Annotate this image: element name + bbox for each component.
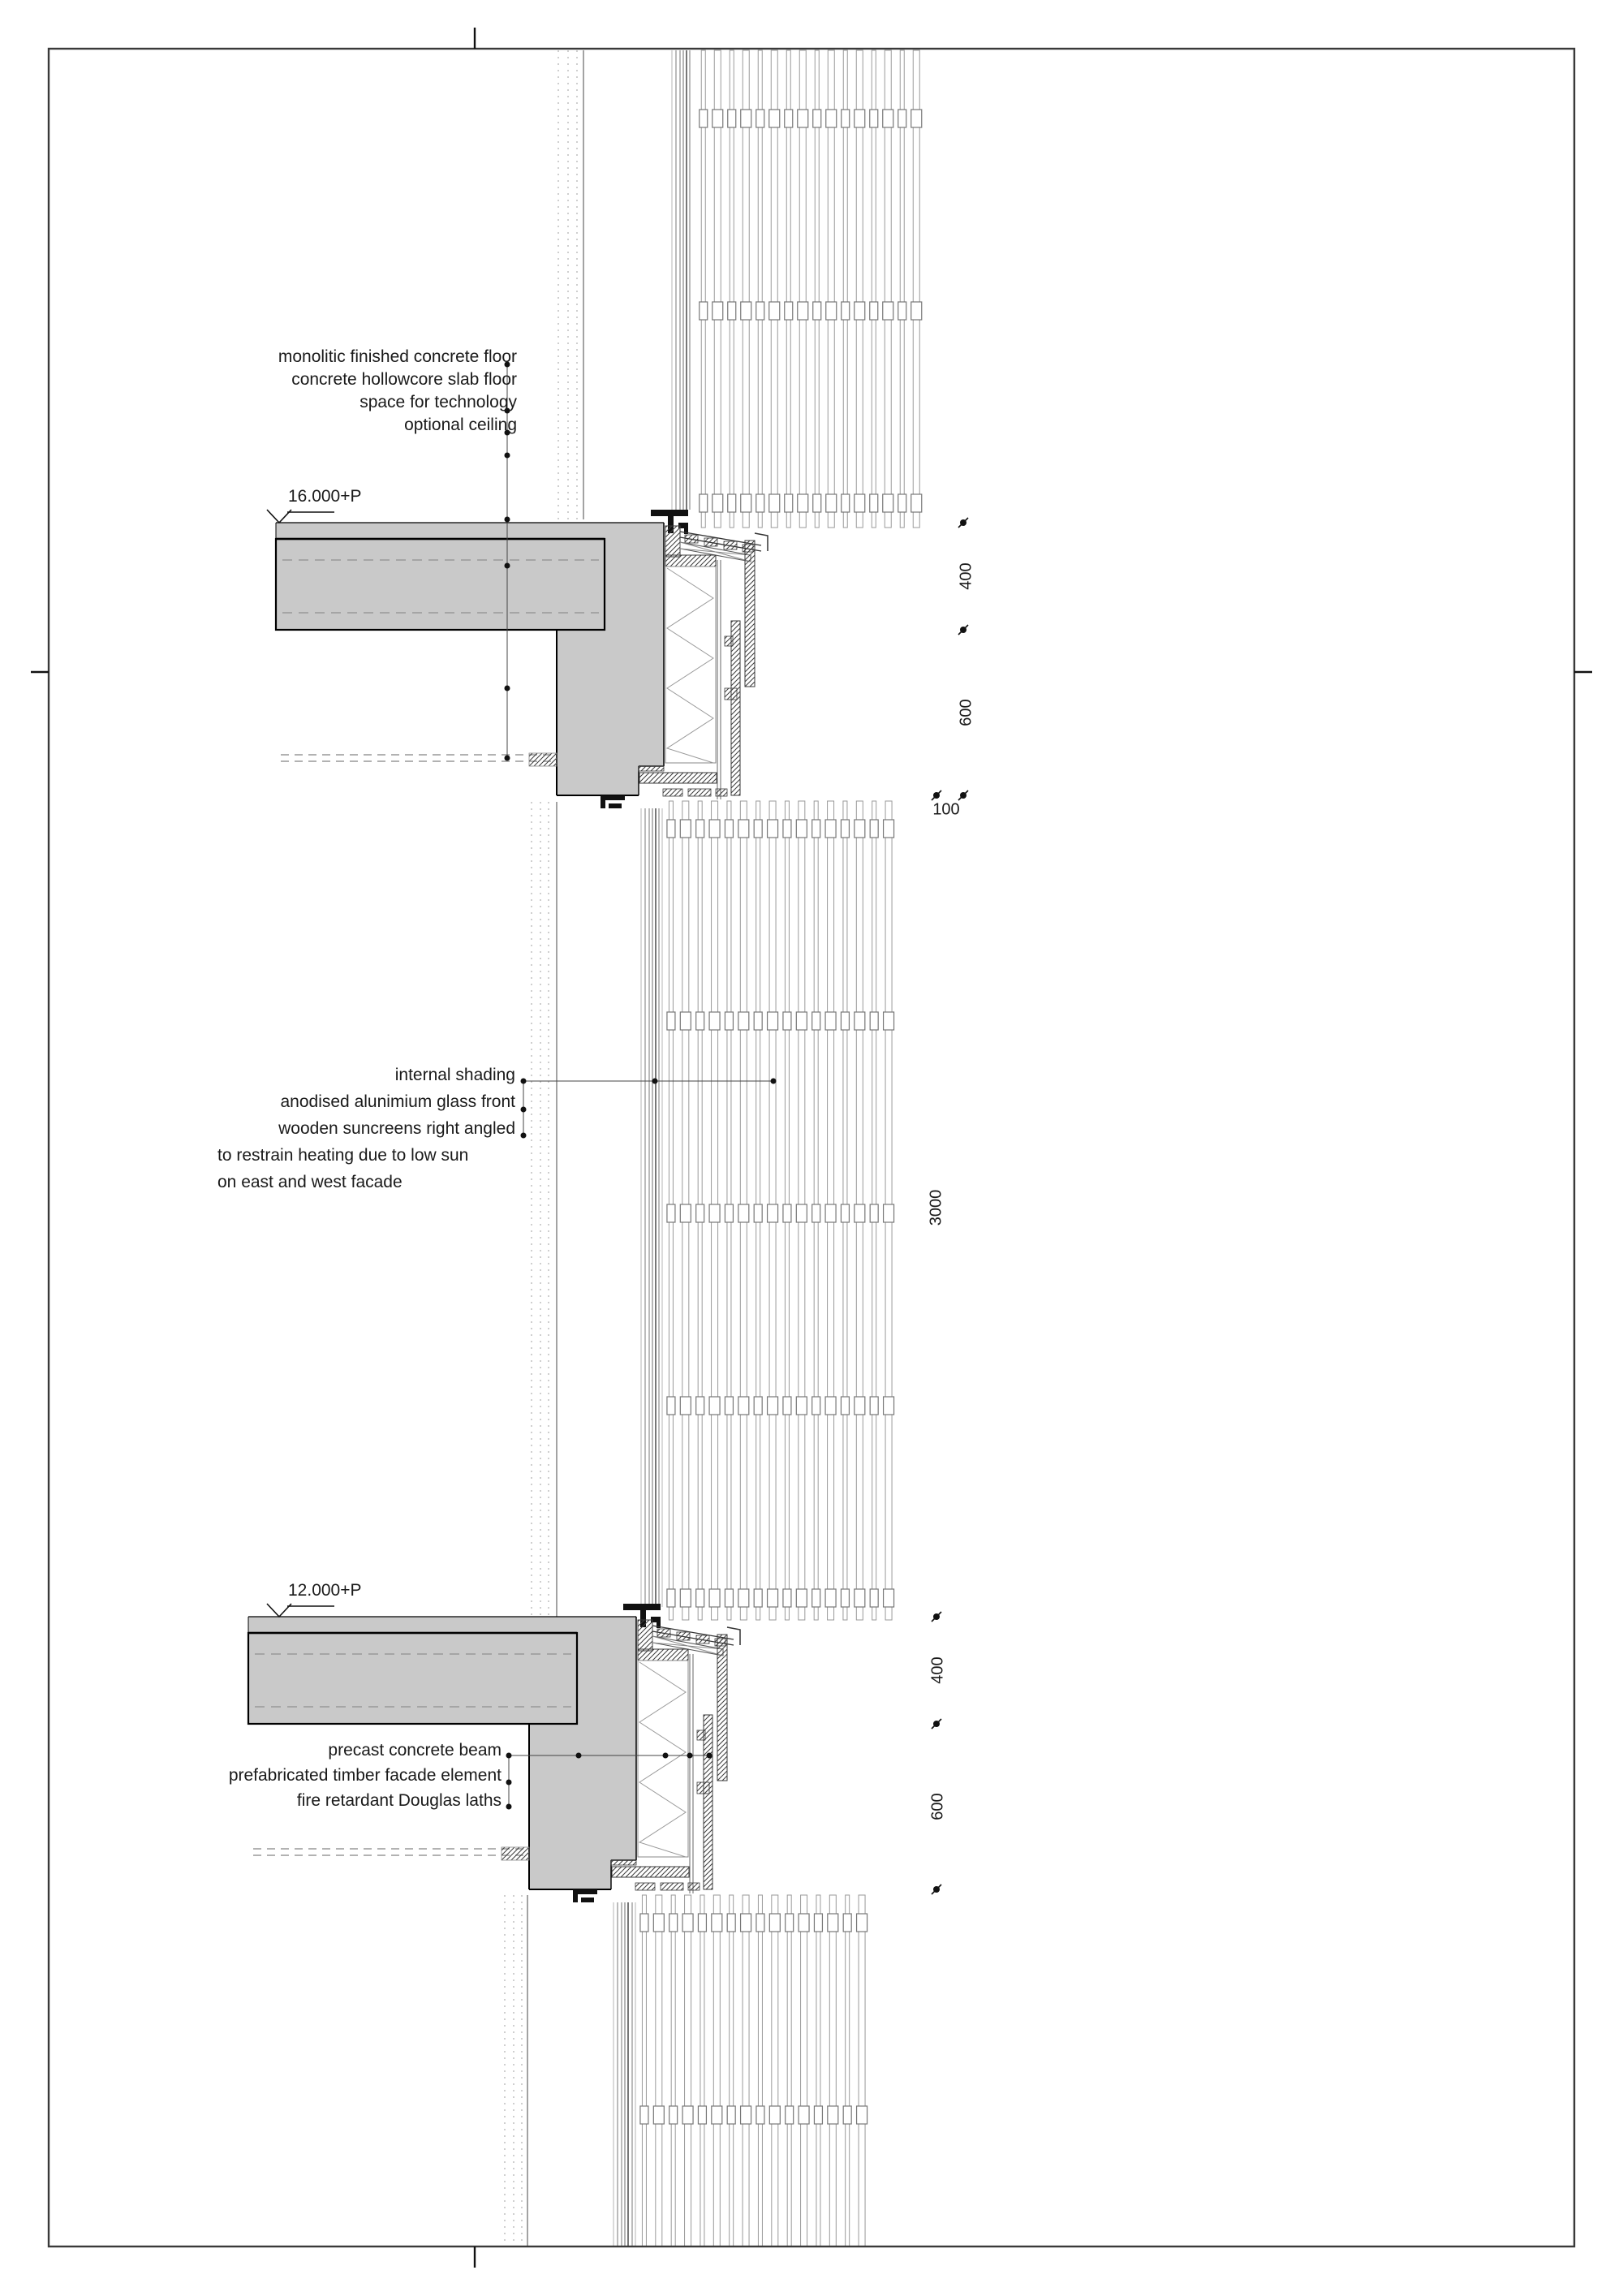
dimension-label-storey: 3000: [927, 1189, 945, 1226]
annotation-line: space for technology: [359, 393, 517, 411]
wooden-sunscreen-slats: [640, 1895, 867, 2246]
annotation-line: prefabricated timber facade element: [228, 1766, 502, 1785]
annotation-line: wooden suncreens right angled: [278, 1119, 515, 1138]
floor-detail-level-16: [276, 510, 768, 808]
dimension-label-setback: 100: [932, 800, 960, 819]
glass-front-and-hidden-lines: [505, 50, 922, 2246]
wooden-sunscreen-slats: [667, 801, 894, 1620]
level-label-16: 16.000+P: [288, 487, 362, 506]
annotation-line: precast concrete beam: [328, 1741, 502, 1760]
annotation-line: anodised alunimium glass front: [280, 1092, 515, 1111]
facade-zone: [505, 1895, 867, 2246]
annotation-shading: [217, 1062, 515, 1195]
level-label-12: 12.000+P: [288, 1581, 362, 1600]
facade-zone: [558, 50, 922, 528]
facade-zone: [532, 801, 894, 1620]
wooden-sunscreen-slats: [700, 50, 922, 528]
dimension-label-lower-beam: 600: [928, 1793, 947, 1820]
glass-front-lines: [613, 1902, 635, 2246]
glass-front-lines: [672, 50, 690, 510]
annotation-floor-layers: [0, 346, 517, 437]
annotation-line: fire retardant Douglas laths: [296, 1791, 502, 1810]
dimension-label-upper-slab: 400: [957, 562, 975, 590]
annotation-beam: [0, 1738, 502, 1813]
annotation-line: internal shading: [394, 1066, 515, 1084]
glass-front-lines: [641, 808, 662, 1607]
dimension-label-upper-beam: 600: [957, 699, 975, 726]
dimension-label-lower-slab: 400: [928, 1656, 947, 1684]
annotation-line: on east and west facade: [217, 1173, 403, 1191]
annotation-line: optional ceiling: [404, 416, 517, 434]
annotation-line: concrete hollowcore slab floor: [291, 370, 517, 389]
annotation-line: monolitic finished concrete floor: [278, 347, 517, 366]
annotation-line: to restrain heating due to low sun: [217, 1146, 469, 1165]
